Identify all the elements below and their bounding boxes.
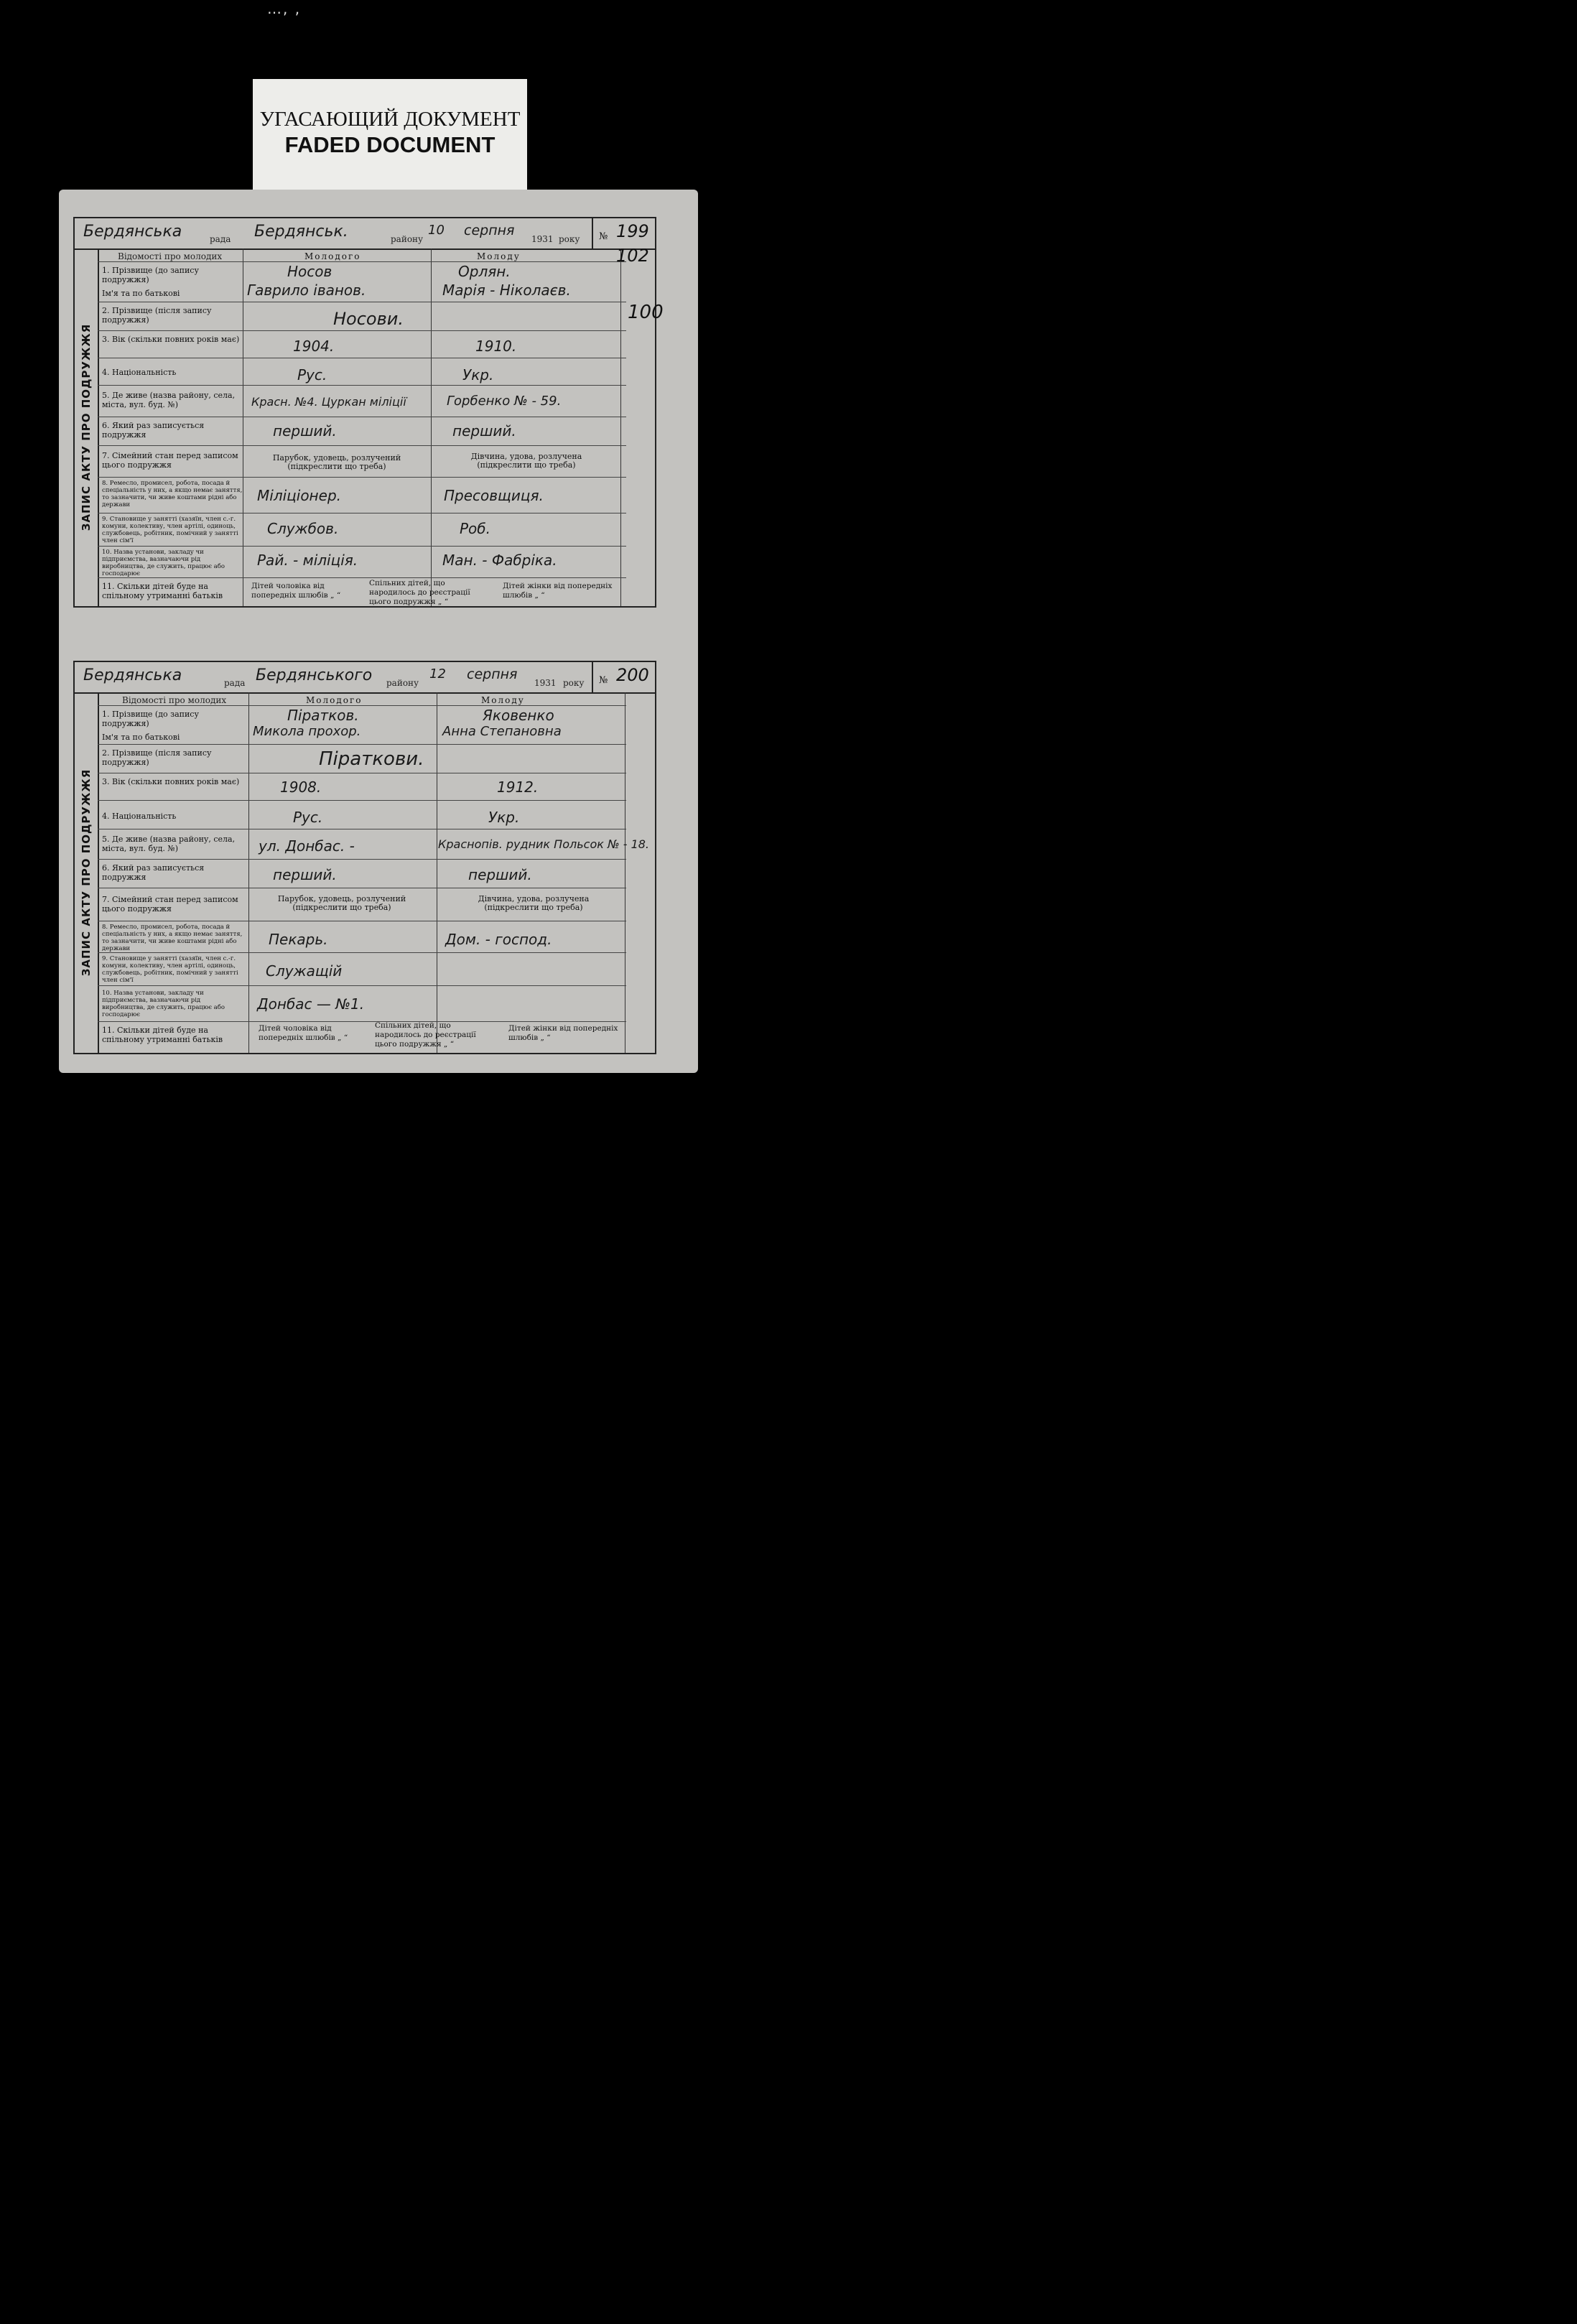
- faded-label-ru: УГАСАЮЩИЙ ДОКУМЕНТ: [259, 108, 521, 131]
- groom-age: 1908.: [280, 778, 322, 796]
- bride-occupation: Дом. - господ.: [445, 931, 552, 948]
- row-label-address: 5. Де живе (назва району, села, міста, вул. буд. №): [102, 835, 236, 853]
- groom-times: перший.: [273, 422, 337, 440]
- bride-times: перший.: [452, 422, 516, 440]
- row-label-address: 5. Де живе (назва району, села, міста, вул. буд. №): [102, 391, 236, 409]
- row-label-surname-after: 2. Прізвище (після запису подружжя): [102, 306, 212, 325]
- bride-surname: Яковенко: [483, 707, 554, 724]
- children-bride-prev: Дітей жінки від попередніх шлюбів „ “: [503, 582, 613, 600]
- raion-label: району: [386, 678, 419, 688]
- col-divider: [248, 692, 249, 1053]
- raion-label: району: [391, 234, 424, 244]
- record-header: [75, 662, 655, 694]
- row-label-surname-before: 1. Прізвище (до запису подружжя): [102, 710, 199, 728]
- row-label-surname-after: 2. Прізвище (після запису подружжя): [102, 748, 212, 767]
- record-number-box: [592, 218, 655, 248]
- col-groom-header: Молодого: [304, 251, 361, 261]
- row-label-employer: 10. Назва установи, закладу чи підприємства, вазначаючи рід виробництва, де служить, працює або господарює: [102, 549, 225, 577]
- bride-status-options: Дівчина, удова, розлучена (підкреслити що треба): [470, 452, 582, 470]
- row-label-marital: 7. Сімейний стан перед записом цього подружжя: [102, 895, 238, 914]
- bride-nationality: Укр.: [488, 809, 520, 826]
- bride-nationality: Укр.: [462, 366, 494, 384]
- row-label-nationality: 4. Національність: [102, 368, 177, 377]
- row-label-surname-before: 1. Прізвище (до запису подружжя): [102, 266, 199, 284]
- children-common: Спільних дітей, що народилось до реєстрації цього подружжя „ “: [369, 579, 470, 606]
- rada-label: рада: [224, 678, 246, 688]
- row-label-children: 11. Скільки дітей буде на спільному утриманні батьків: [102, 1026, 223, 1044]
- raion-handwritten: Бердянськ.: [254, 223, 348, 241]
- row-divider: [98, 952, 626, 953]
- row-divider: [98, 744, 626, 745]
- row-label-age: 3. Вік (скільки повних років має): [102, 777, 240, 786]
- faded-document-label: [253, 79, 527, 192]
- row-label-times: 6. Який раз записується подружжя: [102, 421, 205, 440]
- bride-name: Анна Степановна: [442, 724, 562, 739]
- groom-surname: Носов: [287, 263, 332, 280]
- row-divider: [98, 859, 626, 860]
- year: 1931: [534, 678, 557, 688]
- marriage-record-200: [73, 661, 656, 1054]
- groom-occupation: Міліціонер.: [257, 487, 341, 504]
- groom-employer: Рай. - міліція.: [257, 552, 358, 569]
- row-divider: [98, 577, 626, 578]
- row-label-marital: 7. Сімейний стан перед записом цього подружжя: [102, 451, 238, 470]
- day: 12: [429, 666, 446, 682]
- number-label: №: [599, 231, 608, 242]
- margin-note-100: 100: [628, 302, 664, 323]
- roku-label: року: [559, 234, 580, 244]
- row-divider: [98, 985, 626, 986]
- row-label-employer: 10. Назва установи, закладу чи підприємства, вазначаючи рід виробництва, де служить, працює або господарює: [102, 990, 225, 1018]
- bride-times: перший.: [468, 866, 532, 883]
- row-label-times: 6. Який раз записується подружжя: [102, 863, 205, 882]
- bride-age: 1912.: [497, 778, 539, 796]
- groom-position: Служащій: [266, 962, 343, 980]
- col-bride-header: Молоду: [481, 695, 525, 705]
- row-divider: [98, 385, 626, 386]
- bride-surname: Орлян.: [458, 263, 511, 280]
- bride-status-options: Дівчина, удова, розлучена (підкреслити що треба): [478, 894, 590, 912]
- bride-name: Марія - Ніколаєв.: [442, 282, 571, 299]
- row-label-name: Ім'я та по батькові: [102, 733, 180, 742]
- col-field-header: Відомості про молодих: [122, 695, 227, 705]
- day: 10: [428, 223, 445, 238]
- bride-position: Роб.: [460, 520, 490, 537]
- margin-note-102: 102: [616, 246, 649, 266]
- groom-address: Красн. №4. Цуркан міліції: [251, 395, 406, 409]
- groom-employer: Донбас — №1.: [257, 995, 365, 1013]
- groom-nationality: Рус.: [293, 809, 323, 826]
- groom-address: ул. Донбас. -: [259, 837, 355, 855]
- bride-employer: Ман. - Фабріка.: [442, 552, 557, 569]
- month: серпня: [464, 223, 515, 238]
- faded-label-en: FADED DOCUMENT: [284, 132, 496, 157]
- row-divider: [98, 800, 626, 801]
- side-title: ЗАПИС АКТУ ПРО ПОДРУЖЖЯ: [75, 692, 99, 1053]
- record-number-box: [592, 662, 655, 692]
- row-label-age: 3. Вік (скільки повних років має): [102, 335, 240, 344]
- row-label-children: 11. Скільки дітей буде на спільному утриманні батьків: [102, 582, 223, 600]
- month: серпня: [467, 666, 518, 682]
- rada-handwritten: Бердянська: [83, 223, 182, 241]
- raion-handwritten: Бердянського: [256, 666, 373, 684]
- groom-name: Микола прохор.: [253, 724, 361, 739]
- groom-nationality: Рус.: [297, 366, 327, 384]
- year: 1931: [531, 234, 554, 244]
- row-label-nationality: 4. Національність: [102, 812, 177, 821]
- row-divider: [98, 1021, 626, 1022]
- row-label-occupation: 8. Ремесло, промисел, робота, посада й спеціальність у них, а якщо немає заняття, то зазначити, чи живе коштами рідні або держави: [102, 924, 243, 952]
- row-divider: [98, 330, 626, 331]
- row-label-position: 9. Становище у занятті (хазяїн, член с.-г. комуни, колективу, член артілі, одиноць, службовець, робітник, помічний у занятті член сім'ї: [102, 955, 238, 984]
- row-divider: [98, 546, 626, 547]
- record-number: 199: [616, 221, 649, 241]
- bride-age: 1910.: [475, 338, 517, 355]
- children-groom-prev: Дітей чоловіка від попередніх шлюбів „ “: [259, 1024, 348, 1042]
- groom-name: Гаврило іванов.: [247, 282, 366, 299]
- groom-surname: Піратков.: [287, 707, 359, 724]
- top-mark: …, ,: [267, 0, 302, 17]
- rada-handwritten: Бердянська: [83, 666, 182, 684]
- bride-occupation: Пресовщиця.: [444, 487, 544, 504]
- groom-occupation: Пекарь.: [269, 931, 328, 948]
- groom-status-options: Парубок, удовець, розлучений (підкреслити що треба): [277, 894, 406, 912]
- record-number: 200: [616, 665, 649, 685]
- roku-label: року: [563, 678, 585, 688]
- surname-after: Носови.: [333, 309, 404, 329]
- marriage-record-199: [73, 217, 656, 608]
- row-divider: [98, 261, 626, 262]
- groom-status-options: Парубок, удовець, розлучений (підкреслити що треба): [272, 453, 401, 471]
- children-common: Спільних дітей, що народилось до реєстрації цього подружжя „ “: [375, 1021, 476, 1049]
- groom-times: перший.: [273, 866, 337, 883]
- row-divider: [98, 445, 626, 446]
- row-label-name: Ім'я та по батькові: [102, 289, 180, 298]
- surname-after: Піраткови.: [319, 748, 424, 770]
- row-divider: [98, 477, 626, 478]
- groom-position: Службов.: [267, 520, 339, 537]
- bride-address: Горбенко № - 59.: [447, 394, 562, 409]
- groom-age: 1904.: [293, 338, 335, 355]
- row-label-position: 9. Становище у занятті (хазяїн, член с.-г. комуни, колективу, член артілі, одиноць, службовець, робітник, помічний у занятті член сім'ї: [102, 516, 238, 544]
- col-groom-header: Молодого: [306, 695, 363, 705]
- rada-label: рада: [210, 234, 231, 244]
- row-divider: [98, 705, 626, 706]
- row-label-occupation: 8. Ремесло, промисел, робота, посада й спеціальність у них, а якщо немає заняття, то зазначити, чи живе коштами рідні або держави: [102, 480, 243, 508]
- col-field-header: Відомості про молодих: [118, 251, 223, 261]
- children-bride-prev: Дітей жінки від попередніх шлюбів „ “: [508, 1024, 618, 1042]
- col-bride-header: Молоду: [477, 251, 521, 261]
- number-label: №: [599, 675, 608, 686]
- record-header: [75, 218, 655, 250]
- children-groom-prev: Дітей чоловіка від попередніх шлюбів „ “: [251, 582, 341, 600]
- side-title: ЗАПИС АКТУ ПРО ПОДРУЖЖЯ: [75, 248, 99, 606]
- bride-address: Краснопів. рудник Польсок № - 18.: [438, 837, 650, 851]
